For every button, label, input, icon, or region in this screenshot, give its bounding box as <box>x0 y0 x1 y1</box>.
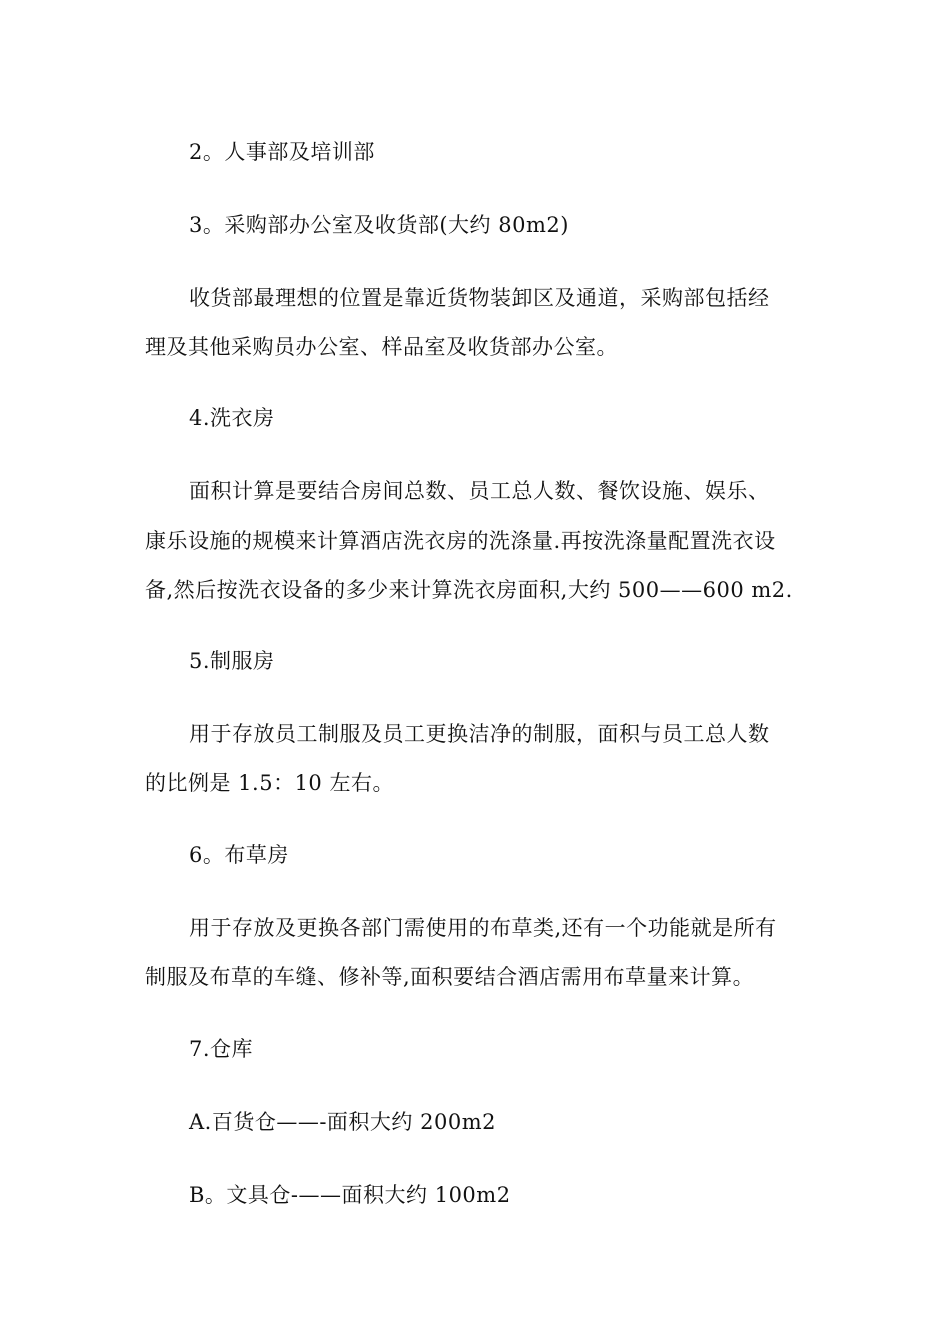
heading-linen-room: 6。布草房 <box>189 843 289 867</box>
paragraph-line: 收货部最理想的位置是靠近货物装卸区及通道，采购部包括经 <box>189 286 770 310</box>
heading-laundry: 4.洗衣房 <box>189 406 275 430</box>
paragraph-line: 制服及布草的车缝、修补等,面积要结合酒店需用布草量来计算。 <box>145 965 755 989</box>
heading-hr-training: 2。人事部及培训部 <box>189 140 375 164</box>
heading-warehouse: 7.仓库 <box>189 1037 254 1061</box>
list-item: A.百货仓——-面积大约 200m2 <box>189 1110 496 1134</box>
list-item: B。文具仓-——面积大约 100m2 <box>189 1183 511 1207</box>
paragraph-line: 备,然后按洗衣设备的多少来计算洗衣房面积,大约 500——600 m2. <box>145 578 793 602</box>
heading-uniform-room: 5.制服房 <box>189 649 275 673</box>
paragraph-line: 康乐设施的规模来计算酒店洗衣房的洗涤量.再按洗涤量配置洗衣设 <box>145 529 776 553</box>
paragraph-line: 面积计算是要结合房间总数、员工总人数、餐饮设施、娱乐、 <box>189 479 770 503</box>
paragraph-line: 用于存放员工制服及员工更换洁净的制服，面积与员工总人数 <box>189 722 770 746</box>
paragraph-line: 理及其他采购员办公室、样品室及收货部办公室。 <box>145 335 618 359</box>
heading-purchasing-receiving: 3。采购部办公室及收货部(大约 80m2) <box>189 213 569 237</box>
paragraph-line: 的比例是 1.5：10 左右。 <box>145 771 394 795</box>
paragraph-line: 用于存放及更换各部门需使用的布草类,还有一个功能就是所有 <box>189 916 777 940</box>
